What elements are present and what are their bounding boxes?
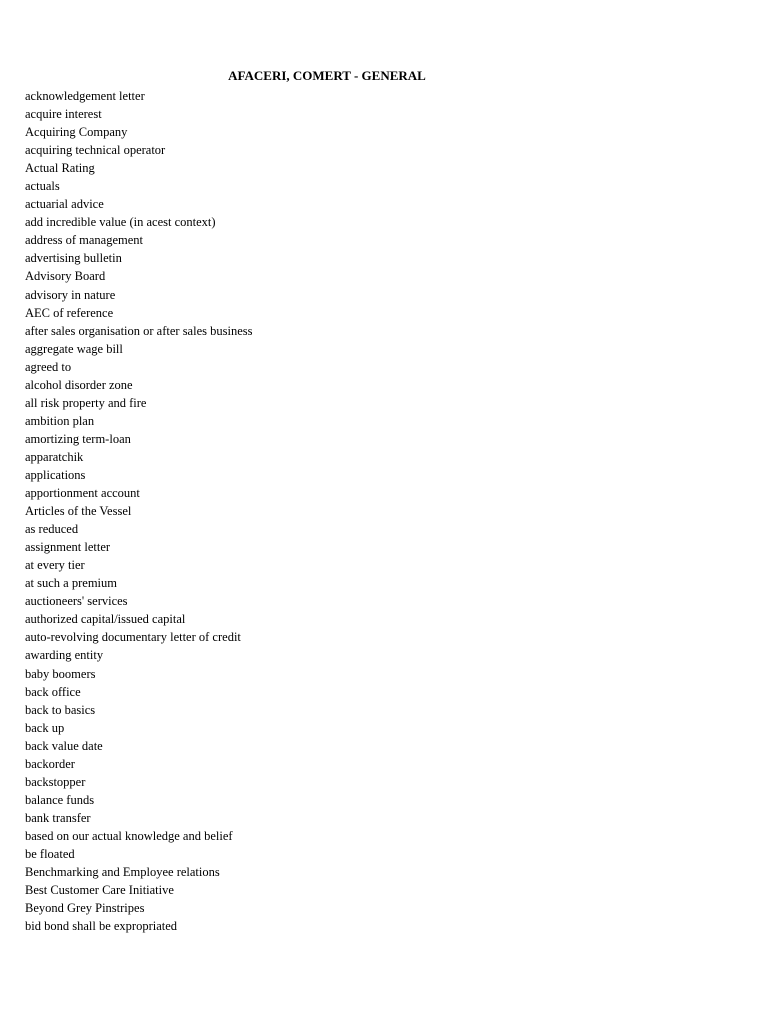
term-item: balance funds: [25, 792, 95, 807]
term-item: Beyond Grey Pinstripes: [25, 901, 145, 916]
term-item: based on our actual knowledge and belief: [25, 828, 233, 843]
document-title: AFACERI, COMERT - GENERAL: [228, 68, 426, 83]
term-item: aggregate wage bill: [25, 341, 123, 356]
term-item: alcohol disorder zone: [25, 377, 133, 392]
term-item: AEC of reference: [25, 305, 114, 320]
term-item: backorder: [25, 756, 75, 771]
term-item: back value date: [25, 738, 103, 753]
term-item: actuals: [25, 179, 60, 194]
term-item: bid bond shall be expropriated: [25, 919, 178, 934]
term-item: agreed to: [25, 359, 72, 374]
term-item: Acquiring Company: [25, 125, 128, 140]
term-item: back to basics: [25, 702, 96, 717]
term-item: acquire interest: [25, 107, 102, 122]
term-item: bank transfer: [25, 810, 91, 825]
term-item: advertising bulletin: [25, 251, 122, 266]
term-item: acquiring technical operator: [25, 143, 166, 158]
term-item: be floated: [25, 846, 75, 861]
term-item: backstopper: [25, 774, 86, 789]
term-item: as reduced: [25, 522, 79, 537]
term-item: advisory in nature: [25, 287, 116, 302]
term-item: actuarial advice: [25, 197, 104, 212]
term-item: awarding entity: [25, 648, 104, 663]
term-item: add incredible value (in acest context): [25, 215, 216, 230]
term-item: Articles of the Vessel: [25, 504, 132, 519]
term-item: back up: [25, 720, 65, 735]
term-item: at every tier: [25, 558, 85, 573]
term-item: auto-revolving documentary letter of credit: [25, 630, 241, 645]
term-item: at such a premium: [25, 576, 117, 591]
term-item: baby boomers: [25, 666, 96, 681]
term-item: Best Customer Care Initiative: [25, 883, 174, 898]
term-item: ambition plan: [25, 413, 95, 428]
term-item: amortizing term-loan: [25, 431, 131, 446]
term-item: Benchmarking and Employee relations: [25, 865, 220, 880]
term-item: after sales organisation or after sales business: [25, 323, 253, 338]
term-item: acknowledgement letter: [25, 89, 145, 103]
term-item: back office: [25, 684, 81, 699]
term-item: address of management: [25, 233, 144, 248]
term-item: assignment letter: [25, 540, 111, 555]
term-item: auctioneers' services: [25, 594, 128, 609]
term-list: [25, 87, 252, 935]
term-item: Actual Rating: [25, 161, 95, 176]
term-item: applications: [25, 467, 86, 482]
term-item: all risk property and fire: [25, 395, 147, 410]
term-item: authorized capital/issued capital: [25, 612, 186, 627]
term-item: apparatchik: [25, 449, 84, 464]
term-item: apportionment account: [25, 486, 140, 501]
term-item: Advisory Board: [25, 269, 106, 284]
